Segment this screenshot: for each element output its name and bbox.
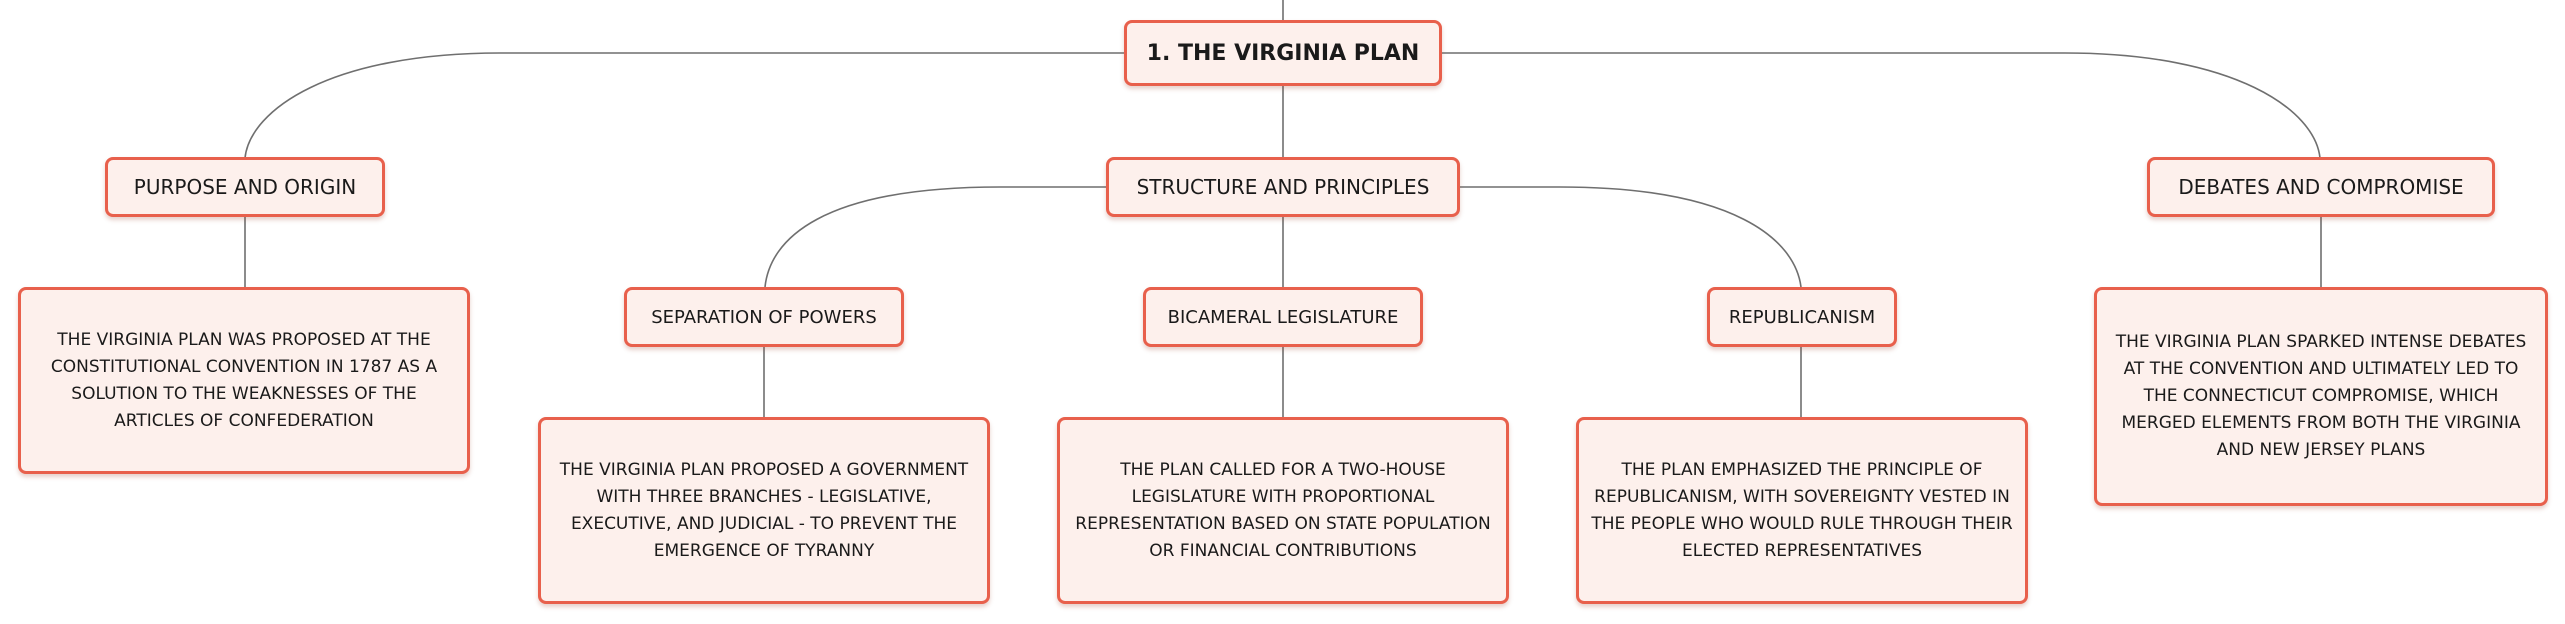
root-node-label: 1. THE VIRGINIA PLAN <box>1146 40 1420 66</box>
purpose-and-origin-node[interactable] <box>105 157 385 217</box>
debates-and-compromise-label: DEBATES AND COMPROMISE <box>2178 175 2464 199</box>
purpose-detail-text: THE VIRGINIA PLAN WAS PROPOSED AT THE CONSTITUTIONAL CONVENTION IN 1787 AS A SOLUTION TO THE WEAKNESSES OF THE ARTICLES OF CONFEDERATION <box>50 329 438 431</box>
separation-detail-node[interactable] <box>538 417 990 604</box>
purpose-and-origin-label: PURPOSE AND ORIGIN <box>133 175 357 199</box>
bicameral-detail-node[interactable] <box>1057 417 1509 604</box>
connector-root-purpose <box>245 53 1124 158</box>
republicanism-label: REPUBLICANISM <box>1728 306 1876 328</box>
separation-detail-text: THE VIRGINIA PLAN PROPOSED A GOVERNMENT WITH THREE BRANCHES - LEGISLATIVE, EXECUTIVE, AND JUDICIAL - TO PREVENT THE EMERGENCE OF TYRANNY <box>559 459 969 561</box>
separation-of-powers-node[interactable] <box>624 287 904 347</box>
structure-and-principles-node[interactable] <box>1106 157 1460 217</box>
republicanism-node[interactable] <box>1707 287 1897 347</box>
bicameral-detail-text: THE PLAN CALLED FOR A TWO-HOUSE LEGISLATURE WITH PROPORTIONAL REPRESENTATION BASED ON STATE POPULATION OR FINANCIAL CONTRIBUTIONS <box>1075 459 1491 561</box>
purpose-detail-node[interactable] <box>18 287 470 474</box>
connector-structure-republicanism <box>1459 187 1801 287</box>
connector-structure-separation <box>765 187 1107 287</box>
bicameral-legislature-node[interactable] <box>1143 287 1423 347</box>
debates-and-compromise-node[interactable] <box>2147 157 2495 217</box>
root-node[interactable] <box>1124 20 1442 86</box>
debates-detail-text: THE VIRGINIA PLAN SPARKED INTENSE DEBATES AT THE CONVENTION AND ULTIMATELY LED TO THE CONNECTICUT COMPROMISE, WHICH MERGED ELEMENTS FROM BOTH THE VIRGINIA AND NEW JERSEY PLANS <box>2115 332 2527 460</box>
republicanism-detail-node[interactable] <box>1576 417 2028 604</box>
connector-root-debates <box>1440 53 2320 158</box>
republicanism-detail-text: THE PLAN EMPHASIZED THE PRINCIPLE OF REPUBLICANISM, WITH SOVEREIGNTY VESTED IN THE PEOPLE WHO WOULD RULE THROUGH THEIR ELECTED REPRESENTATIVES <box>1591 459 2013 561</box>
structure-and-principles-label: STRUCTURE AND PRINCIPLES <box>1136 175 1430 199</box>
debates-detail-node[interactable] <box>2094 287 2548 506</box>
separation-of-powers-label: SEPARATION OF POWERS <box>651 306 877 328</box>
bicameral-legislature-label: BICAMERAL LEGISLATURE <box>1167 306 1399 328</box>
